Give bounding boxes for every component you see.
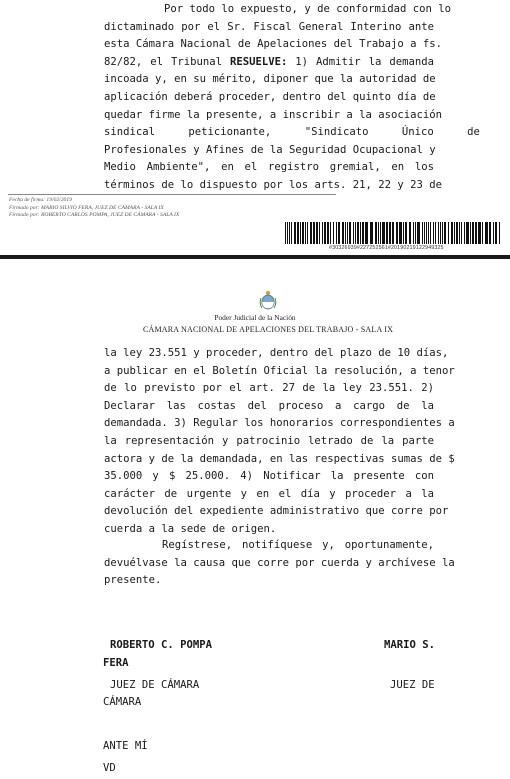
page1-line-4-resuelve (104, 54, 434, 72)
page2-line-6: la representación y patrocinio letrado de la parte (104, 434, 434, 447)
page1-line-5: incoada y, en su mérito, diponer que la autoridad de (104, 73, 436, 86)
page1-line-8-text: sindical peticionante, "Sindicato Único de (104, 126, 480, 139)
page1-line-3: esta Cámara Nacional de Apelaciones del Trabajo a fs. (104, 38, 443, 51)
judge1-name: ROBERTO C. POMPA (110, 639, 213, 651)
page1-line-4-start: 82/82, el Tribunal (104, 55, 230, 68)
judge1-title: JUEZ DE CÁMARA (110, 679, 200, 691)
page1-line-2: dictaminado por el Sr. Fiscal General Interino ante (104, 20, 434, 33)
judge2-name: MARIO S. (384, 639, 436, 651)
signature-date: Fecha de firma: 19/02/2019 (9, 197, 72, 203)
page1-line-6: aplicación deberá proceder, dentro del quinto día de (104, 90, 436, 103)
page2-line-2: a publicar en el Boletín Oficial la resolución, a tenor (104, 364, 455, 377)
page1-line-11: términos de lo dispuesto por los arts. 21, 22 y 23 de (104, 178, 443, 191)
page2-line-5: demandada. 3) Regular los honorarios correspondientes a (104, 417, 455, 430)
header-chamber: CÁMARA NACIONAL DE APELACIONES DEL TRABAJO - SALA IX (142, 325, 394, 334)
page2-line-9: carácter de urgente y en el día y proceder a la (104, 487, 434, 500)
judge2-title: JUEZ DE (390, 679, 435, 691)
page1-paragraph (104, 1, 480, 195)
coat-of-arms-icon (259, 290, 277, 310)
closing-line-3: presente. (104, 574, 162, 587)
page2-line-7: actora y de la demandada, en las respectivas sumas de $ (104, 452, 455, 465)
signature-signer-2: Firmado por: ROBERTO CARLOS POMPA, JUEZ DE CÁMARA - SALA IX (9, 212, 180, 219)
signature-divider (8, 194, 336, 195)
resuelve-label: RESUELVE: (229, 55, 288, 68)
signature-block (9, 197, 179, 220)
closing-paragraph (104, 537, 455, 590)
judge1-title-continued: CÁMARA (103, 696, 142, 708)
page2-line-4: Declarar las costas del proceso a cargo de la (104, 399, 434, 412)
ante-mi: ANTE MÍ (103, 740, 148, 752)
page2-line-8: 35.000 y $ 25.000. 4) Notificar la presente con (104, 470, 434, 483)
page1-line-1: Por todo lo expuesto, y de conformidad con lo (164, 3, 452, 15)
signature-signer-1: Firmado por: MARIO SILVIO FERA, JUEZ DE CÁMARA - SALA IX (9, 204, 164, 211)
page2-line-10: devolución del expediente administrativo que corre por (104, 505, 449, 518)
page1-line-7: quedar firme la presente, a inscribir a la asociación (104, 108, 443, 121)
header-institution: Poder Judicial de la Nación (214, 313, 296, 322)
judge1-name-continued: FERA (103, 657, 129, 669)
page1-line-8 (104, 124, 480, 142)
page-separator (0, 255, 510, 259)
page2-line-3: de lo previsto por el art. 27 de la ley 23.551. 2) (104, 382, 434, 395)
closing-line-2: devuélvase la causa que corre por cuerda y archívese la (104, 556, 455, 569)
page1-line-9: Profesionales y Afines de la Seguridad Ocupacional y (104, 143, 436, 156)
page2-paragraph (104, 345, 455, 539)
page2-line-11: cuerda a la sede de origen. (104, 522, 277, 535)
vd-initials: VD (103, 762, 116, 774)
barcode-number: #30326939#227252561#20190219122949325 (329, 245, 444, 251)
barcode-image (285, 222, 502, 244)
closing-line-1: Regístrese, notifíquese y, oportunamente, (162, 539, 434, 551)
page1-line-4-rest: 1) Admitir la demanda (287, 55, 434, 68)
page1-line-10: Medio Ambiente", en el registro gremial, en los (104, 161, 434, 174)
page2-line-1: la ley 23.551 y proceder, dentro del plazo de 10 días, (104, 347, 449, 359)
